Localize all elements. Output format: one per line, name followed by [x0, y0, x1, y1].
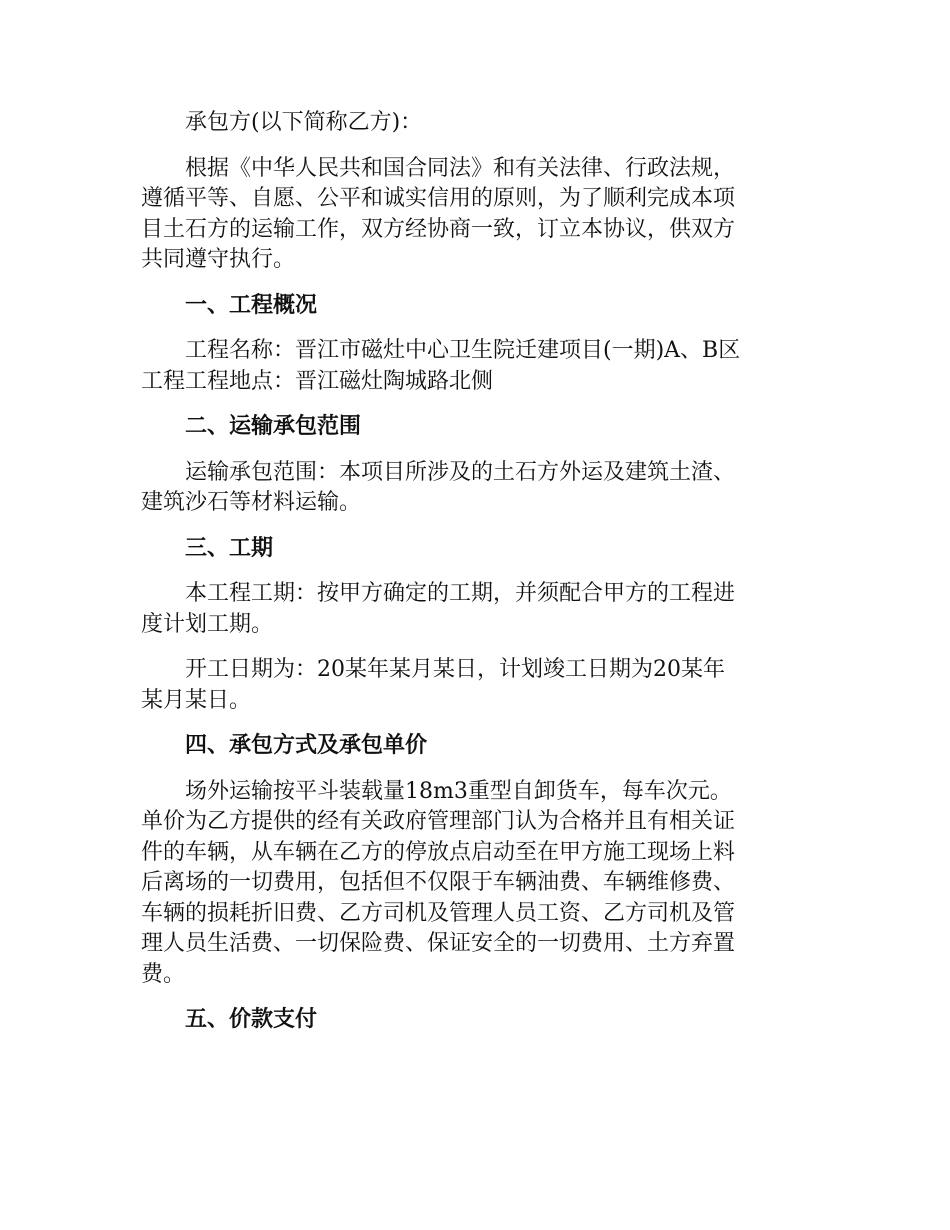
duration-line: 度计划工期。 — [141, 611, 274, 637]
start-date-line: 某月某日。 — [141, 687, 252, 713]
contract-page — [141, 108, 813, 1051]
section-4-heading: 四、承包方式及承包单价 — [185, 733, 428, 758]
pricing-line: 场外运输按平斗装载量18m3重型自卸货车，每车次元。 — [185, 778, 732, 804]
section-2-paragraph — [141, 458, 813, 519]
preamble-line: 遵循平等、自愿、公平和诚实信用的原则，为了顺利完成本项 — [141, 186, 736, 211]
start-date-line: 开工日期为：20某年某月某日，计划竣工日期为20某年 — [185, 657, 725, 682]
pricing-line: 费。 — [141, 961, 186, 987]
section-1-paragraph — [141, 336, 813, 397]
section-2-heading: 二、运输承包范围 — [185, 414, 362, 439]
preamble-paragraph — [141, 154, 813, 276]
project-location-line: 工程工程地点：晋江磁灶陶城路北侧 — [141, 368, 494, 394]
pricing-line: 理人员生活费、一切保险费、保证安全的一切费用、土方弃置 — [141, 931, 736, 956]
section-3-paragraph-1 — [141, 579, 813, 640]
duration-line: 本工程工期：按甲方确定的工期，并须配合甲方的工程进 — [185, 581, 736, 606]
pricing-line: 后离场的一切费用，包括但不仅限于车辆油费、车辆维修费、 — [141, 870, 736, 895]
project-name-line: 工程名称：晋江市磁灶中心卫生院迁建项目(一期)A、B区 — [185, 338, 741, 363]
preamble-line: 根据《中华人民共和国合同法》和有关法律、行政法规， — [185, 155, 736, 181]
scope-line: 运输承包范围：本项目所涉及的土石方外运及建筑土渣、 — [185, 459, 736, 485]
party-b-paragraph — [141, 108, 813, 139]
preamble-line: 目土石方的运输工作，双方经协商一致，订立本协议，供双方 — [141, 216, 736, 242]
pricing-line: 单价为乙方提供的经有关政府管理部门认为合格并且有相关证 — [141, 809, 736, 834]
scope-line: 建筑沙石等材料运输。 — [141, 490, 362, 515]
pricing-line: 件的车辆，从车辆在乙方的停放点启动至在甲方施工现场上料 — [141, 839, 736, 865]
section-3-paragraph-2 — [141, 655, 813, 716]
party-b-line: 承包方(以下简称乙方)： — [185, 110, 423, 135]
section-1-heading: 一、工程概况 — [185, 292, 318, 318]
section-3-heading: 三、工期 — [185, 535, 274, 561]
preamble-line: 共同遵守执行。 — [141, 247, 296, 272]
section-4-paragraph — [141, 777, 813, 991]
pricing-line: 车辆的损耗折旧费、乙方司机及管理人员工资、乙方司机及管 — [141, 900, 736, 926]
section-5-heading: 五、价款支付 — [185, 1007, 318, 1032]
